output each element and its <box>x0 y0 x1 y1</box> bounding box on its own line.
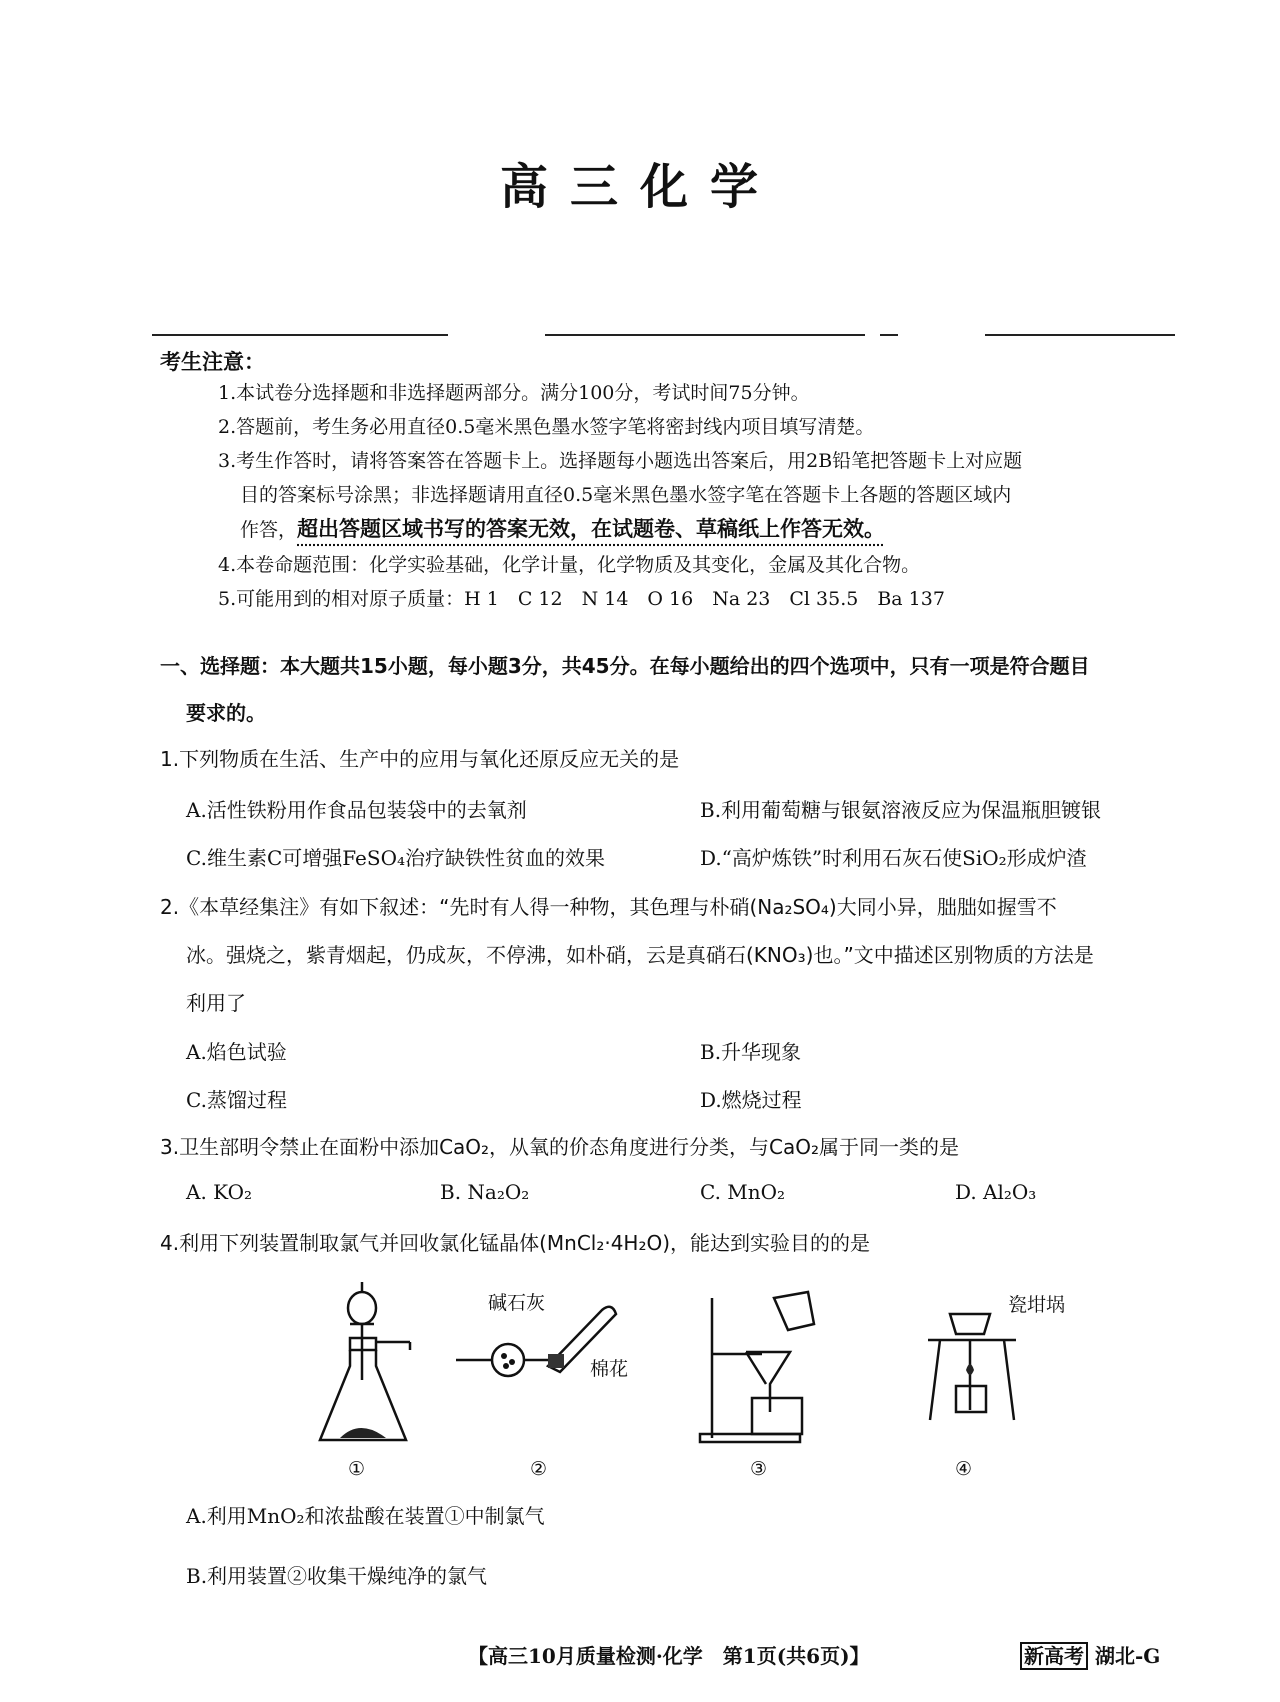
figure-label-1: ① <box>348 1458 366 1480</box>
option-a: A.活性铁粉用作食品包装袋中的去氧剂 <box>186 798 527 822</box>
question-stem: 3.卫生部明令禁止在面粉中添加CaO₂，从氧的价态角度进行分类，与CaO₂属于同一类的是 <box>160 1135 960 1159</box>
option-c: C. MnO₂ <box>700 1180 786 1204</box>
page-title: 高三化学 <box>499 159 780 215</box>
apparatus-4-figure <box>920 1300 1030 1430</box>
brand-badge: 新高考 <box>1020 1642 1088 1670</box>
seal-line <box>985 334 1175 336</box>
footer-region: 湖北-G <box>1094 1644 1161 1668</box>
notice-item: 1.本试卷分选择题和非选择题两部分。满分100分，考试时间75分钟。 <box>218 382 810 404</box>
seal-line <box>152 334 448 336</box>
option-a: A.利用MnO₂和浓盐酸在装置①中制氯气 <box>186 1504 545 1528</box>
seal-line <box>880 334 898 336</box>
notice-item: 3.考生作答时，请将答案答在答题卡上。选择题每小题选出答案后，用2B铅笔把答题卡上对应题 <box>218 450 1023 472</box>
figure-label-3: ③ <box>750 1458 768 1480</box>
option-d: D.“高炉炼铁”时利用石灰石使SiO₂形成炉渣 <box>700 846 1087 870</box>
question-stem: 4.利用下列装置制取氯气并回收氯化锰晶体(MnCl₂·4H₂O)，能达到实验目的的是 <box>160 1231 871 1255</box>
question-stem-cont: 冰。强烧之，紫青烟起，仍成灰，不停沸，如朴硝，云是真硝石(KNO₃)也。”文中描述区别物质的方法是 <box>186 943 1094 967</box>
page-footer: 【高三10月质量检测·化学 第1页(共6页)】 <box>468 1644 870 1668</box>
notice-item: 5.可能用到的相对原子质量：H 1 C 12 N 14 O 16 Na 23 Cl 35.5 Ba 137 <box>218 588 945 610</box>
label-crucible: 瓷坩埚 <box>1008 1294 1066 1316</box>
question-stem: 2.《本草经集注》有如下叙述：“先时有人得一种物，其色理与朴硝(Na₂SO₄)大同小异，朏朏如握雪不 <box>160 895 1057 919</box>
option-c: C.蒸馏过程 <box>186 1088 287 1112</box>
label-cotton: 棉花 <box>590 1358 629 1380</box>
label-soda-lime: 碱石灰 <box>488 1292 546 1314</box>
footer-brand <box>1020 1640 1160 1669</box>
question-stem-cont: 利用了 <box>186 991 246 1015</box>
apparatus-1-figure <box>310 1280 440 1450</box>
option-d: D.燃烧过程 <box>700 1088 802 1112</box>
option-a: A. KO₂ <box>186 1180 252 1204</box>
option-d: D. Al₂O₃ <box>955 1180 1037 1204</box>
figure-label-4: ④ <box>955 1458 973 1480</box>
option-b: B.升华现象 <box>700 1040 802 1064</box>
option-b: B. Na₂O₂ <box>440 1180 530 1204</box>
seal-line <box>545 334 865 336</box>
notice-item: 作答，超出答题区域书写的答案无效，在试题卷、草稿纸上作答无效。 <box>240 517 886 541</box>
figure-label-2: ② <box>530 1458 548 1480</box>
section-heading: 一、选择题：本大题共15小题，每小题3分，共45分。在每小题给出的四个选项中，只有一项是符合题目 <box>160 654 1090 678</box>
option-a: A.焰色试验 <box>186 1040 287 1064</box>
notice-heading: 考生注意： <box>160 350 265 374</box>
notice-emphasis: 超出答题区域书写的答案无效，在试题卷、草稿纸上作答无效。 <box>297 517 886 541</box>
option-b: B.利用装置②收集干燥纯净的氯气 <box>186 1564 488 1588</box>
apparatus-3-figure <box>690 1288 830 1448</box>
option-b: B.利用葡萄糖与银氨溶液反应为保温瓶胆镀银 <box>700 798 1102 822</box>
question-stem: 1.下列物质在生活、生产中的应用与氧化还原反应无关的是 <box>160 747 680 771</box>
notice-item: 4.本卷命题范围：化学实验基础，化学计量，化学物质及其变化，金属及其化合物。 <box>218 554 921 576</box>
notice-item: 目的答案标号涂黑；非选择题请用直径0.5毫米黑色墨水签字笔在答题卡上各题的答题区域内 <box>240 484 1012 506</box>
section-heading-cont: 要求的。 <box>186 701 266 725</box>
notice-item: 2.答题前，考生务必用直径0.5毫米黑色墨水签字笔将密封线内项目填写清楚。 <box>218 416 875 438</box>
option-c: C.维生素C可增强FeSO₄治疗缺铁性贫血的效果 <box>186 846 605 870</box>
